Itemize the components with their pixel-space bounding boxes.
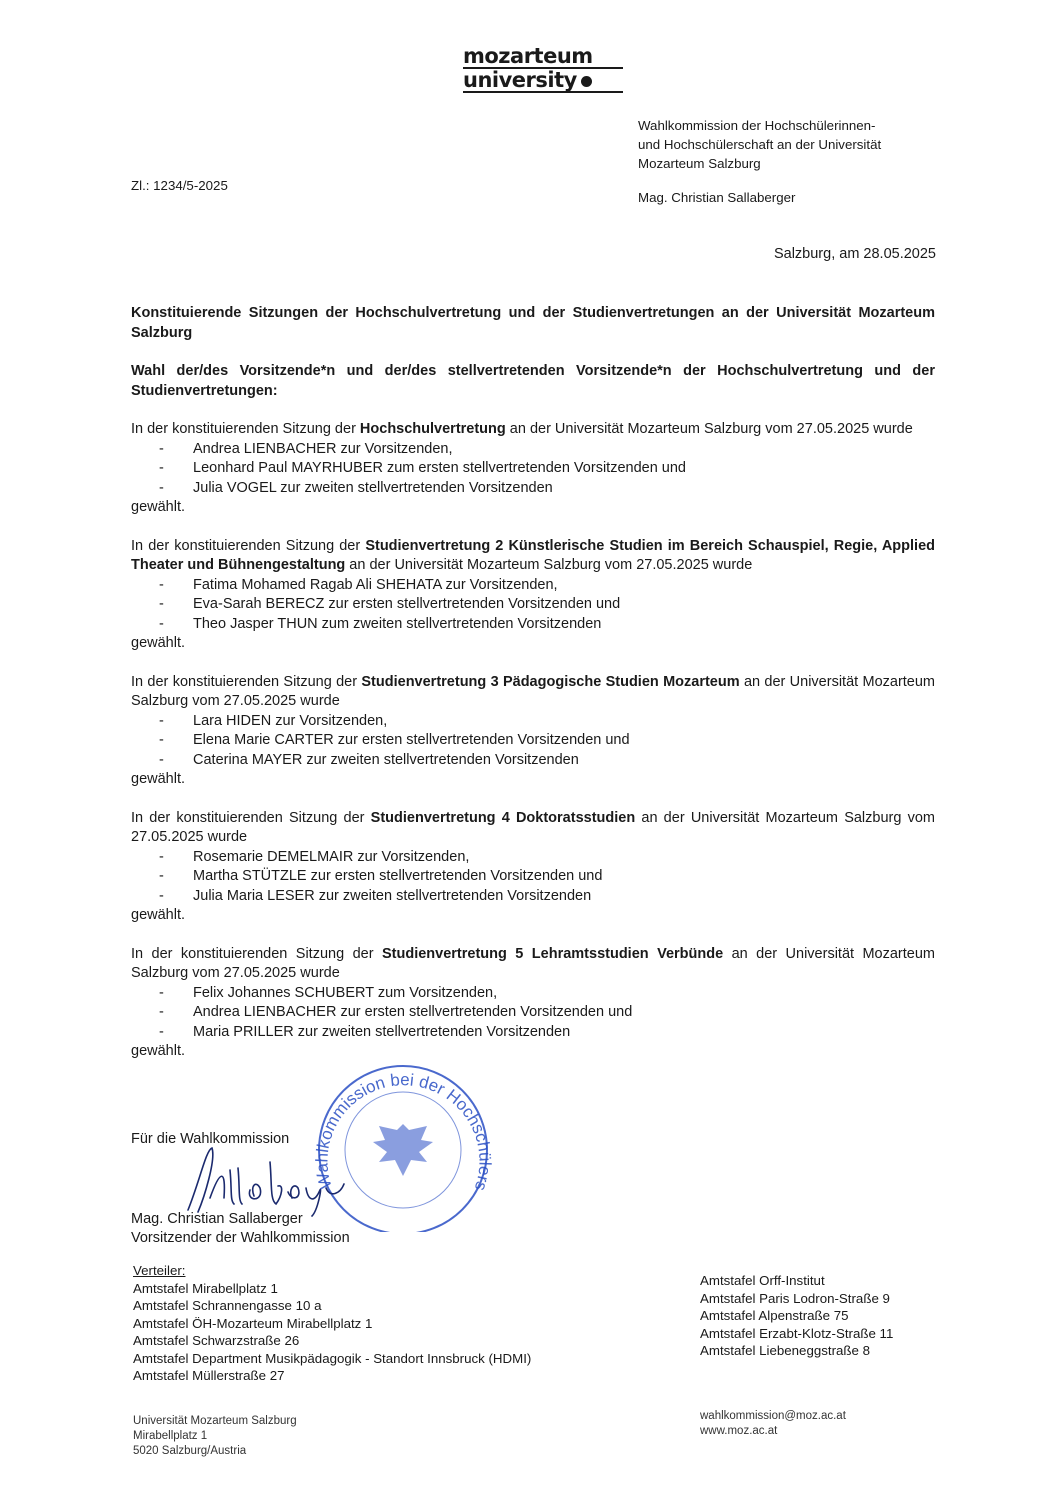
footer-address-line: Mirabellplatz 1	[133, 1430, 208, 1442]
reference-number: Zl.: 1234/5-2025	[131, 178, 228, 193]
section-intro-post: an der Universität Mozarteum Salzburg vom 27.05.2025 wurde	[131, 945, 936, 981]
sender-block	[638, 116, 938, 173]
elected-list	[131, 440, 935, 499]
section-body-name: Studienvertretung 3 Pädagogische Studien Mozarteum	[361, 673, 740, 690]
sender-line: und Hochschülerschaft an der Universität	[638, 137, 882, 152]
list-item: - Felix Johannes SCHUBERT zum Vorsitzenden,	[131, 984, 935, 1004]
election-sections	[131, 420, 935, 1081]
section-intro	[131, 809, 935, 848]
section-intro	[131, 537, 935, 576]
distribution-item: Amtstafel Alpenstraße 75	[700, 1308, 849, 1323]
section-intro	[131, 673, 935, 712]
section-intro	[131, 945, 935, 984]
list-item: - Andrea LIENBACHER zur Vorsitzenden,	[131, 440, 935, 460]
signer-block	[131, 1210, 350, 1248]
list-item: - Rosemarie DEMELMAIR zur Vorsitzenden,	[131, 848, 935, 868]
section-end: gewählt.	[131, 771, 186, 787]
stamp-text: Wahlkommission bei der Hochschülers	[312, 1070, 495, 1194]
sender-line: Wahlkommission der Hochschülerinnen-	[638, 118, 876, 133]
university-logo	[463, 46, 623, 93]
elected-list	[131, 984, 935, 1043]
list-item: - Lara HIDEN zur Vorsitzenden,	[131, 712, 935, 732]
section-body-name: Studienvertretung 4 Doktoratsstudien	[370, 809, 636, 826]
section-intro-pre: In der konstituierenden Sitzung der	[131, 537, 366, 554]
list-item: - Elena Marie CARTER zur ersten stellvertretenden Vorsitzenden und	[131, 731, 935, 751]
sender-line: Mozarteum Salzburg	[638, 156, 761, 171]
list-item: - Julia VOGEL zur zweiten stellvertretenden Vorsitzenden	[131, 479, 935, 499]
list-item: - Leonhard Paul MAYRHUBER zum ersten stellvertretenden Vorsitzenden und	[131, 459, 935, 479]
elected-list	[131, 576, 935, 635]
distribution-item: Amtstafel Mirabellplatz 1	[133, 1280, 278, 1296]
list-item: - Andrea LIENBACHER zur ersten stellvertretenden Vorsitzenden und	[131, 1003, 935, 1023]
letter-date: Salzburg, am 28.05.2025	[773, 246, 936, 262]
logo-line-2-text: university	[463, 68, 577, 92]
elected-list	[131, 712, 935, 771]
section-body-name: Studienvertretung 2 Künstlerische Studien im Bereich Schauspiel, Regie, Applied Theater und Bühnengestaltung	[131, 537, 935, 573]
list-item: - Caterina MAYER zur zweiten stellvertretenden Vorsitzenden	[131, 751, 935, 771]
section-intro-post: an der Universität Mozarteum Salzburg vom 27.05.2025 wurde	[505, 421, 913, 437]
list-item: - Martha STÜTZLE zur ersten stellvertretenden Vorsitzenden und	[131, 867, 935, 887]
elected-list	[131, 848, 935, 907]
logo-line-2	[463, 70, 623, 93]
section-intro-pre: In der konstituierenden Sitzung der	[131, 809, 371, 826]
footer-address-line: 5020 Salzburg/Austria	[133, 1445, 247, 1457]
section-intro-pre: In der konstituierenden Sitzung der	[131, 945, 382, 962]
section-intro-post: an der Universität Mozarteum Salzburg vom 27.05.2025 wurde	[345, 557, 753, 573]
distribution-item: Amtstafel Müllerstraße 27	[133, 1368, 285, 1383]
distribution-item: Amtstafel Paris Lodron-Straße 9	[700, 1290, 890, 1306]
section-end: gewählt.	[131, 1043, 186, 1059]
signature-graphic	[180, 1140, 370, 1220]
section-end: gewählt.	[131, 499, 186, 515]
distribution-item: Amtstafel ÖH-Mozarteum Mirabellplatz 1	[133, 1315, 373, 1331]
footer-address	[133, 1414, 297, 1459]
list-item: - Julia Maria LESER zur zweiten stellvertretenden Vorsitzenden	[131, 887, 935, 907]
list-item: - Maria PRILLER zur zweiten stellvertretenden Vorsitzenden	[131, 1023, 935, 1043]
distribution-title: Verteiler:	[133, 1263, 186, 1278]
section-body-name: Studienvertretung 5 Lehramtsstudien Verbünde	[381, 945, 724, 962]
distribution-item: Amtstafel Orff-Institut	[700, 1273, 825, 1288]
logo-dot-icon	[581, 76, 592, 87]
signer-role: Vorsitzender der Wahlkommission	[131, 1230, 350, 1246]
footer-email: wahlkommission@moz.ac.at	[700, 1410, 846, 1422]
section-body-name: Hochschulvertretung	[359, 421, 506, 437]
list-item: - Eva-Sarah BERECZ zur ersten stellvertretenden Vorsitzenden und	[131, 595, 935, 615]
eagle-emblem-icon	[373, 1124, 433, 1176]
distribution-item: Amtstafel Liebeneggstraße 8	[700, 1343, 871, 1358]
distribution-item: Amtstafel Department Musikpädagogik - Standort Innsbruck (HDMI)	[133, 1350, 532, 1366]
section-end: gewählt.	[131, 635, 186, 651]
logo-line-1: mozarteum	[463, 46, 623, 69]
footer-address-line: Universität Mozarteum Salzburg	[133, 1415, 297, 1427]
section-intro-pre: In der konstituierenden Sitzung der	[131, 673, 362, 690]
footer-contact	[700, 1409, 846, 1439]
distribution-item: Amtstafel Erzabt-Klotz-Straße 11	[700, 1325, 894, 1341]
letter-body	[131, 304, 935, 1081]
closing-phrase: Für die Wahlkommission	[131, 1131, 290, 1147]
section-intro-post: an der Universität Mozarteum Salzburg vom 27.05.2025 wurde	[131, 809, 935, 845]
section-intro-pre: In der konstituierenden Sitzung der	[131, 421, 360, 437]
section-intro	[131, 420, 935, 440]
distribution-item: Amtstafel Schwarzstraße 26	[133, 1333, 300, 1348]
heading-subtitle: Wahl der/des Vorsitzende*n und der/des stellvertretenden Vorsitzende*n der Hochschulvertretung und der Studienvertretungen:	[131, 363, 935, 399]
footer-website: www.moz.ac.at	[700, 1425, 778, 1437]
section-intro-post: an der Universität Mozarteum Salzburg vom 27.05.2025 wurde	[131, 673, 936, 709]
heading-title: Konstituierende Sitzungen der Hochschulvertretung und der Studienvertretungen an der Universität Mozarteum Salzburg	[131, 305, 935, 341]
list-item: - Fatima Mohamed Ragab Ali SHEHATA zur Vorsitzenden,	[131, 576, 935, 596]
distribution-item: Amtstafel Schrannengasse 10 a	[133, 1298, 322, 1313]
section-end: gewählt.	[131, 907, 186, 923]
sender-name: Mag. Christian Sallaberger	[638, 190, 796, 205]
signer-name: Mag. Christian Sallaberger	[131, 1211, 303, 1227]
distribution-list-left	[133, 1262, 531, 1385]
list-item: - Theo Jasper THUN zum zweiten stellvertretenden Vorsitzenden	[131, 615, 935, 635]
distribution-list-right	[700, 1272, 893, 1360]
